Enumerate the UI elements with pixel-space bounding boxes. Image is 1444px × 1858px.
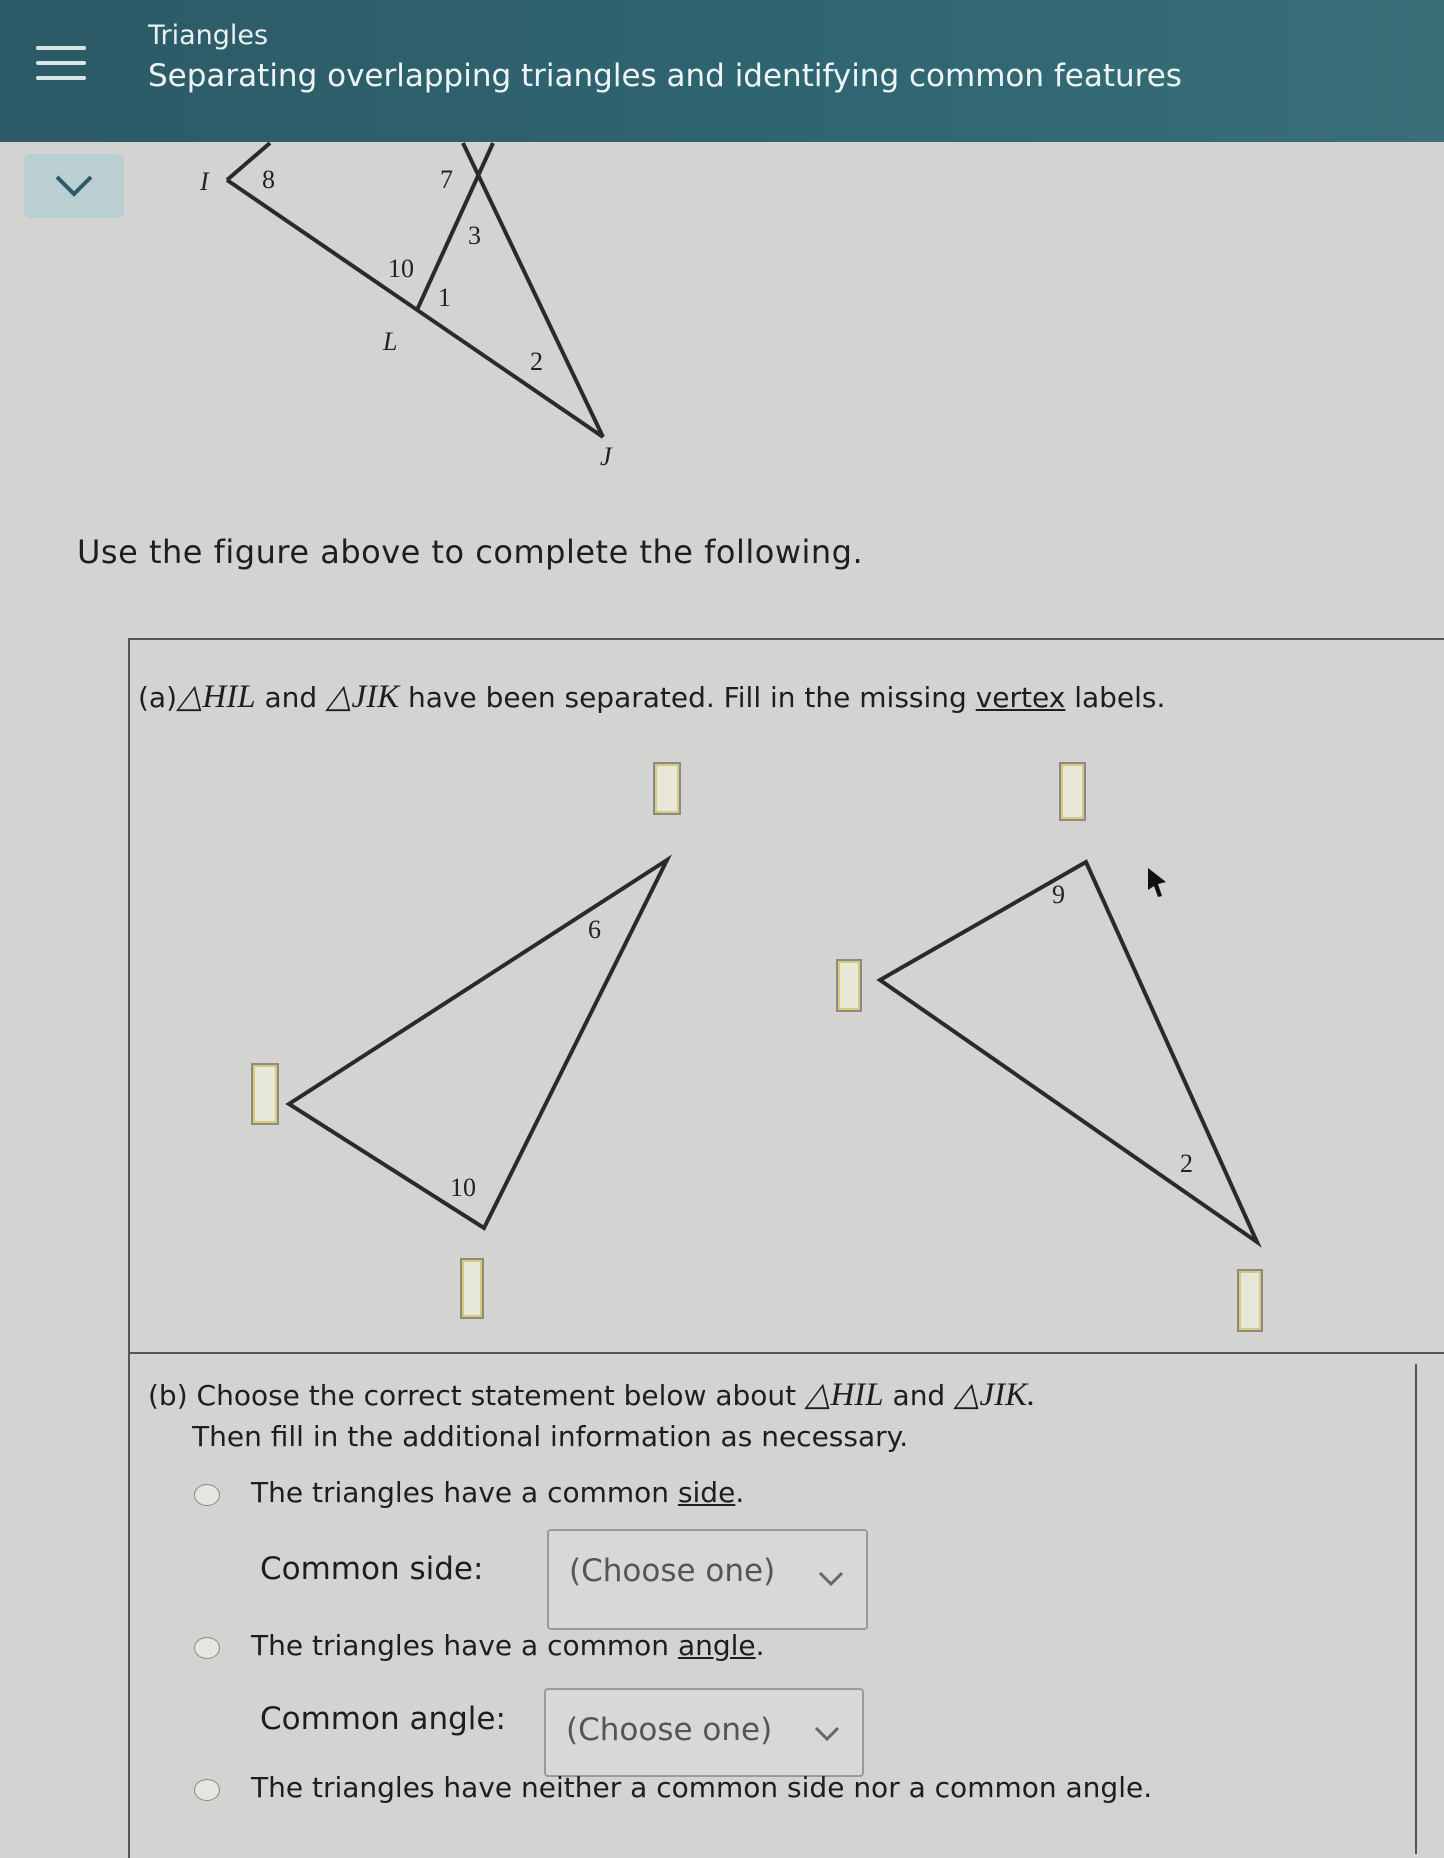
option-common-angle-label[interactable] [251,1629,765,1662]
option-common-angle-radio[interactable] [194,1637,220,1659]
mouse-cursor-icon [1148,868,1166,897]
vertex-input-left-bottom[interactable] [460,1258,484,1319]
text: have been separated. Fill in the missing [408,681,967,714]
part-b-instruction: Then fill in the additional information as necessary. [192,1420,909,1453]
option-common-side-radio[interactable] [194,1484,220,1506]
angle-label: 7 [440,165,453,194]
topic-title: Triangles [148,20,269,51]
side-definition-link[interactable]: side [677,1476,736,1509]
part-label: (b) [148,1379,188,1412]
page-title: Separating overlapping triangles and identifying common features [148,58,1182,94]
vertex-label: I [200,167,209,196]
common-side-label: Common side: [260,1551,484,1587]
common-angle-dropdown[interactable] [544,1688,864,1777]
option-neither-label[interactable]: The triangles have neither a common side nor a common angle. [251,1771,1153,1804]
text: . [755,1629,765,1662]
dropdown-value: (Choose one) [566,1712,773,1748]
chevron-down-icon [818,1571,844,1587]
text: . [735,1476,745,1509]
vertex-input-right-left[interactable] [836,959,862,1012]
angle-label: 10 [450,1173,476,1202]
dropdown-value: (Choose one) [569,1553,776,1589]
text: The triangles have a common [251,1629,670,1662]
option-neither-radio[interactable] [194,1779,220,1801]
vertex-input-left-left[interactable] [251,1063,279,1125]
common-angle-label: Common angle: [260,1701,506,1737]
triangle-name: △JIK. [954,1377,1036,1413]
angle-label: 8 [262,165,275,194]
text: Choose the correct statement below about [196,1379,797,1412]
option-common-side-label[interactable] [251,1476,744,1509]
panel-border [1415,1364,1417,1854]
triangle-name: △HIL [805,1377,884,1413]
angle-label: 6 [588,915,601,944]
triangle-name: △JIK [326,679,400,715]
triangle-name: △HIL [177,679,256,715]
text: and [264,681,318,714]
chevron-down-icon [814,1726,840,1742]
text: The triangles have a common [251,1476,670,1509]
vertex-input-right-bottom[interactable] [1237,1269,1263,1332]
divider [128,1352,1444,1364]
angle-definition-link[interactable]: angle [677,1629,756,1662]
vertex-label: L [383,327,398,356]
angle-label: 2 [1180,1149,1193,1178]
angle-label: 1 [438,283,451,312]
text: and [892,1379,946,1412]
angle-label: 3 [468,221,481,250]
vertex-input-right-top[interactable] [1059,762,1086,821]
common-side-dropdown[interactable] [547,1529,868,1630]
text: labels. [1074,681,1166,714]
vertex-definition-link[interactable]: vertex [975,681,1066,714]
vertex-label: J [600,442,612,471]
part-label: (a) [138,681,178,714]
instruction-text: Use the figure above to complete the following. [77,533,864,571]
vertex-input-left-top[interactable] [653,762,681,815]
part-b-prompt [148,1374,1035,1414]
angle-label: 9 [1052,880,1065,909]
angle-label: 10 [388,254,414,283]
angle-label: 2 [530,347,543,376]
